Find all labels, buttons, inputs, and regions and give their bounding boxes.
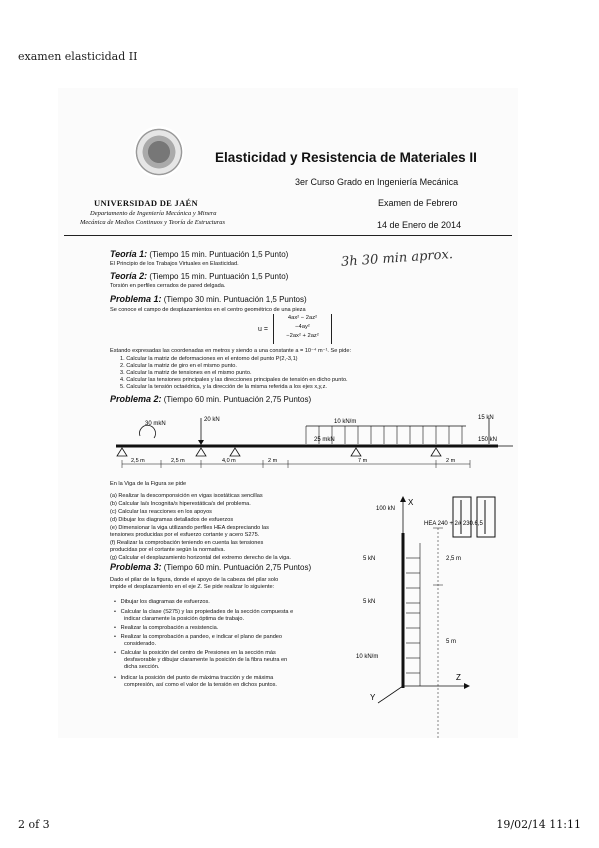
problema-2-item-f-cont: producidas por el cortante según la normativa. <box>110 547 226 553</box>
problema-2-intro: En la Viga de la Figura se pide <box>110 481 187 487</box>
problema-2-item-f: (f) Realizar la comprobación teniendo en cuenta las tensiones <box>110 540 264 546</box>
problema-3-intro-1: Dado el pilar de la figura, donde el apoyo de la cabeza del pilar solo <box>110 577 279 583</box>
problema-2-item-c: (c) Calcular las reacciones en los apoyos <box>110 509 212 515</box>
dim-1: 2,5 m <box>131 458 145 464</box>
dim-2: 2,5 m <box>171 458 185 464</box>
problema-2-item-g: (g) Calcular el desplazamiento horizontal del extremo derecho de la viga. <box>110 555 291 561</box>
exam-course: 3er Curso Grado en Ingeniería Mecánica <box>295 177 459 187</box>
col-dim-2-5m: 2,5 m <box>446 556 462 562</box>
load-20kn-label: 20 kN <box>204 417 220 423</box>
teoria-2-desc: Torsión en perfiles cerrados de pared delgada. <box>110 283 226 289</box>
col-force-5kn-b: 5 kN <box>363 599 376 605</box>
problema-3-bullet-6: • Indicar la posición del punto de máxima tracción y de máxima <box>114 675 274 681</box>
page-header: examen elasticidad II <box>18 50 138 63</box>
department-line-2: Mecánica de Medios Continuos y Teoría de Estructuras <box>80 219 226 226</box>
axis-x-label: X <box>408 498 414 507</box>
col-force-5kn-a: 5 kN <box>363 556 376 562</box>
axis-y-label: Y <box>370 693 376 702</box>
col-force-100kn: 100 kN <box>376 506 396 512</box>
matrix-row-3: −2ax² + 2az² <box>286 333 319 339</box>
problema-3-bullet-1: • Dibujar los diagramas de esfuerzos. <box>114 599 210 605</box>
axis-z-label: Z <box>456 673 461 682</box>
problema-3-bullet-2: • Calcular la clase (S275) y las propiedades de la sección compuesta e <box>114 609 294 615</box>
load-25mkn-label: 25 mkN <box>314 437 335 443</box>
exam-title: Elasticidad y Resistencia de Materiales II <box>215 150 477 165</box>
displacement-u-label: u = <box>258 326 268 333</box>
university-name: UNIVERSIDAD DE JAÉN <box>94 198 198 208</box>
handwritten-note: 3h 30 min aprox. <box>340 247 454 270</box>
problema-3-bullet-5-cont-2: dicha sección. <box>124 664 160 670</box>
exam-date: 14 de Enero de 2014 <box>377 220 462 230</box>
dim-5: 7 m <box>358 458 368 464</box>
col-load-10knm: 10 kN/m <box>356 654 379 660</box>
problema-3-heading: Problema 3: (Tiempo 60 min. Puntuación 2,75 Puntos) <box>110 562 312 572</box>
exam-type: Examen de Febrero <box>378 198 458 208</box>
problema-3-intro-2: impide el desplazamiento en el eje Z. Se pide realizar lo siguiente: <box>110 584 275 590</box>
load-30mkn-label: 30 mkN <box>145 421 166 427</box>
problema-1-condition: Estando expresadas las coordenadas en metros y siendo a una constante a = 10⁻⁴ m⁻¹. Se pide: <box>110 348 352 354</box>
print-datetime: 19/02/14 11:11 <box>496 818 581 831</box>
dim-3: 4,0 m <box>222 458 236 464</box>
matrix-row-1: 4ax² − 2az² <box>287 315 318 321</box>
problema-3-bullet-6-cont: compresión, así como el valor de la tensión en dichos puntos. <box>124 682 277 688</box>
problema-1-intro: Se conoce el campo de desplazamientos en el centro geométrico de una pieza <box>110 307 306 313</box>
col-dim-5m: 5 m <box>446 639 457 645</box>
problema-2-item-e: (e) Dimensionar la viga utilizando perfiles HEA despreciando las <box>110 525 269 531</box>
load-15kn-label: 15 kN <box>478 415 494 421</box>
load-10knm-label: 10 kN/m <box>334 419 357 425</box>
matrix-row-2: −4ay² <box>295 324 310 330</box>
teoria-2-heading: Teoría 2: (Tiempo 15 min. Puntuación 1,5 Punto) <box>110 271 289 281</box>
problema-2-item-e-cont: tensiones producidas por el esfuerzo cortante y acero S275. <box>110 532 260 538</box>
problema-3-bullet-5: • Calcular la posición del centro de Presiones en la sección más <box>114 650 276 656</box>
problema-3-bullet-5-cont-1: desfavorable y dibujar claramente la posición de la fibra neutra en <box>124 657 288 663</box>
department-line-1: Departamento de Ingeniería Mecánica y Minera <box>90 210 217 217</box>
problema-1-item-2: 2. Calcular la matriz de giro en el mismo punto. <box>120 363 237 369</box>
page-count: 2 of 3 <box>18 818 50 831</box>
problema-3-bullet-3: • Realizar la comprobación a resistencia. <box>114 625 219 631</box>
problema-1-heading: Problema 1: (Tiempo 30 min. Puntuación 1,5 Puntos) <box>110 294 307 304</box>
problema-3-bullet-2-cont: indicar claramente la posición óptima de trabajo. <box>124 616 245 622</box>
problema-1-item-3: 3. Calcular la matriz de tensiones en el mismo punto. <box>120 370 252 376</box>
problema-2-item-b: (b) Calcular la/s Incognita/s hiperestática/s del problema. <box>110 501 251 507</box>
problema-1-item-5: 5. Calcular la tensión octaédrica, y la dirección de la misma referida a los ejes x,y,z. <box>120 384 327 390</box>
load-150kn-label: 150 kN <box>478 437 498 443</box>
dim-6: 2 m <box>446 458 456 464</box>
exam-sheet <box>58 88 518 738</box>
problema-1-item-4: 4. Calcular las tensiones principales y las direcciones principales de tensión en dicho punto. <box>120 377 348 383</box>
problema-1-item-1: 1. Calcular la matriz de deformaciones en el entorno del punto P(2,-3,1) <box>120 356 298 362</box>
problema-3-bullet-4-cont: considerado. <box>124 641 157 647</box>
teoria-1-desc: El Principio de los Trabajos Virtuales en Elasticidad. <box>110 261 239 267</box>
problema-2-item-d: (d) Dibujar los diagramas detallados de esfuerzos <box>110 517 234 523</box>
col-profile-label: HEA 240 + 2# 230.6,5 <box>424 521 483 527</box>
dim-4: 2 m <box>268 458 278 464</box>
teoria-1-heading: Teoría 1: (Tiempo 15 min. Puntuación 1,5 Punto) <box>110 249 289 259</box>
hea-section-icon <box>453 497 495 537</box>
problema-3-bullet-4: • Realizar la comprobación a pandeo, e indicar el plano de pandeo <box>114 634 283 640</box>
problema-2-item-a: (a) Realizar la descomponsición en vigas isostáticas sencillas <box>110 493 263 499</box>
problema-2-heading: Problema 2: (Tiempo 60 min. Puntuación 2,75 Puntos) <box>110 394 312 404</box>
